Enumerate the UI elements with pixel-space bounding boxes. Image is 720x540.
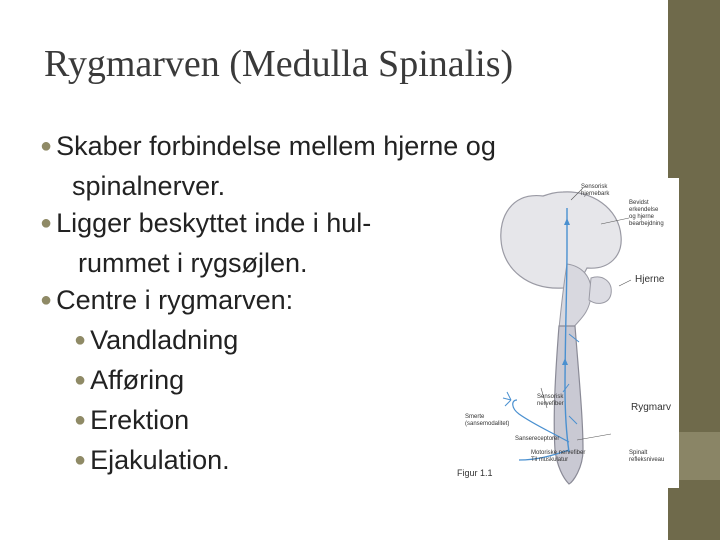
spinal-cord-figure [451, 178, 679, 488]
bullet-dot-icon: ● [74, 369, 87, 391]
bullet-dot-icon: ● [74, 329, 87, 351]
bullet-dot-icon: ● [74, 409, 87, 431]
bullet-dot-icon: ● [74, 449, 87, 471]
bullet-dot-icon: ● [40, 135, 53, 157]
brain-spinal-diagram [451, 178, 679, 488]
figure-caption: Figur 1.1 [457, 468, 493, 478]
label-bearbejdning: bearbejdning [629, 221, 664, 227]
label-smerte: Smerte [465, 414, 485, 420]
label-hjerne: Hjerne [635, 274, 665, 285]
label-rygmarv: Rygmarv [631, 402, 672, 413]
label-sansemodalitet: (sansemodalitet) [465, 421, 510, 427]
sub-bullet-text: Afføring [90, 365, 185, 395]
label-sensorisk: Sensorisk [581, 184, 608, 190]
label-nervefiber: nervefiber [537, 401, 564, 407]
slide-title: Rygmarven (Medulla Spinalis) [44, 43, 514, 85]
bullet-dot-icon: ● [40, 289, 53, 311]
bullet-dot-icon: ● [40, 212, 53, 234]
label-sansereceptorer: Sansereceptorer [515, 436, 560, 442]
bullet-continuation: rummet i rygsøjlen. [78, 248, 308, 278]
brain-shape [501, 192, 621, 288]
label-bevidst: Bevidst [629, 200, 649, 206]
label-spinalt: Spinalt [629, 450, 648, 456]
label-motoriske-nervefiber: Motoriske nervefiber [531, 450, 586, 456]
bullet-text: Skaber forbindelse mellem hjerne og [56, 131, 496, 161]
label-og-hjerne: og hjerne [629, 214, 655, 220]
cerebellum-shape [589, 277, 611, 303]
bullet-text: Ligger beskyttet inde i hul- [56, 208, 372, 238]
bullet-item [30, 128, 630, 168]
label-sensorisk-nervefiber: Sensorisk [537, 394, 564, 400]
label-hjernebark: hjernebark [581, 191, 610, 197]
sub-bullet-text: Erektion [90, 405, 190, 435]
label-til-muskulatur: Til muskulatur [531, 457, 569, 463]
receptor-icon [503, 392, 511, 406]
bullet-continuation: spinalnerver. [72, 171, 226, 201]
bullet-text: Centre i rygmarven: [56, 285, 294, 315]
sub-bullet-text: Ejakulation. [90, 445, 230, 475]
sub-bullet-text: Vandladning [90, 325, 239, 355]
label-erkendelse: erkendelse [629, 207, 659, 213]
label-refleksniveau: refleksniveau [629, 457, 665, 463]
